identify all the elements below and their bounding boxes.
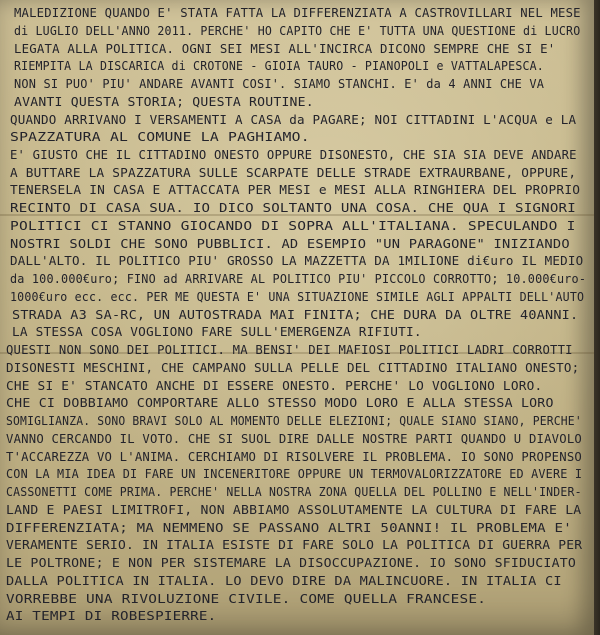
letter-line: VORREBBE UNA RIVOLUZIONE CIVILE. COME QUELLA FRANCESE. [6,590,487,606]
letter-line: T'ACCAREZZA VO L'ANIMA. CERCHIAMO DI RISOLVERE IL PROBLEMA. IO SONO PROPENSO [6,448,583,464]
letter-line: NOSTRI SOLDI CHE SONO PUBBLICI. AD ESEMPIO "UN PARAGONE" INIZIANDO [10,235,570,251]
letter-line: E' GIUSTO CHE IL CITTADINO ONESTO OPPURE DISONESTO, CHE SIA SIA DEVE ANDARE [10,146,577,162]
letter-line: SPAZZATURA AL COMUNE LA PAGHIAMO. [10,129,310,145]
letter-line: AI TEMPI DI ROBESPIERRE. [6,608,217,624]
letter-line: AVANTI QUESTA STORIA; QUESTA ROUTINE. [14,93,314,109]
letter-line: POLITICI CI STANNO GIOCANDO DI SOPRA ALL'ITALIANA. SPECULANDO I [10,217,576,233]
letter-line: da 100.000€uro; FINO ad ARRIVARE AL POLITICO PIU' PICCOLO CORROTTO; 10.000€uro- [10,271,587,287]
letter-line: VERAMENTE SERIO. IN ITALIA ESISTE DI FARE SOLO LA POLITICA DI GUERRA PER [6,537,583,553]
letter-line: CHE SI E' STANCATO ANCHE DI ESSERE ONESTO. PERCHE' LO VOGLIONO LORO. [6,377,543,393]
letter-line: QUESTI NON SONO DEI POLITICI. MA BENSI' DEI MAFIOSI POLITICI LADRI CORROTTI [6,342,573,358]
letter-line: LEGATA ALLA POLITICA. OGNI SEI MESI ALL'INCIRCA DICONO SEMPRE CHE SI E' [14,40,556,56]
letter-line: DIFFERENZIATA; MA NEMMENO SE PASSANO ALTRI 50ANNI! IL PROBLEMA E' [6,519,572,535]
letter-line: DALL'ALTO. IL POLITICO PIU' GROSSO LA MAZZETTA DA 1MILIONE di€uro IL MEDIO [10,253,584,269]
letter-line: RIEMPITA LA DISCARICA di CROTONE - GIOIA TAURO - PIANOPOLI e VATTALAPESCA. [14,58,544,74]
letter-line: LAND E PAESI LIMITROFI, NON ABBIAMO ASSOLUTAMENTE LA CULTURA DI FARE LA [6,501,582,517]
letter-line: CHE CI DOBBIAMO COMPORTARE ALLO STESSO MODO LORO E ALLA STESSA LORO [6,395,554,411]
letter-line: RECINTO DI CASA SUA. IO DICO SOLTANTO UNA COSA. CHE QUA I SIGNORI [10,200,576,216]
letter-line: CON LA MIA IDEA DI FARE UN INCENERITORE OPPURE UN TERMOVALORIZZATORE ED AVERE I [6,466,583,482]
letter-line: NON SI PUO' PIU' ANDARE AVANTI COSI'. SIAMO STANCHI. E' da 4 ANNI CHE VA [14,76,545,91]
letter-line: di LUGLIO DELL'ANNO 2011. PERCHE' HO CAPITO CHE E' TUTTA UNA QUESTIONE di LUCRO [14,22,581,38]
dark-background-edge [594,0,600,635]
letter-line: STRADA A3 SA-RC, UN AUTOSTRADA MAI FINITA; CHE DURA DA OLTRE 40ANNI. [12,306,579,322]
letter-line: QUANDO ARRIVANO I VERSAMENTI A CASA da PAGARE; NOI CITTADINI L'ACQUA e LA [10,111,577,127]
letter-line: LA STESSA COSA VOGLIONO FARE SULL'EMERGENZA RIFIUTI. [12,324,422,340]
letter-line: SOMIGLIANZA. SONO BRAVI SOLO AL MOMENTO DELLE ELEZIONI; QUALE SIANO SIANO, PERCHE' [6,413,582,429]
letter-line: LE POLTRONE; E NON PER SISTEMARE LA DISOCCUPAZIONE. IO SONO SFIDUCIATO [6,555,576,570]
letter-line: CASSONETTI COME PRIMA. PERCHE' NELLA NOSTRA ZONA QUELLA DEL POLLINO E NELL'INDER- [6,484,582,500]
letter-line: DISONESTI MESCHINI, CHE CAMPANO SULLA PELLE DEL CITTADINO ITALIANO ONESTO; [6,359,580,375]
letter-line: 1000€uro ecc. ecc. PER ME QUESTA E' UNA SITUAZIONE SIMILE AGLI APPALTI DELL'AUTO [10,288,585,304]
letter-line: MALEDIZIONE QUANDO E' STATA FATTA LA DIFFERENZIATA A CASTROVILLARI NEL MESE [14,5,581,20]
letter-line: TENERSELA IN CASA E ATTACCATA PER MESI e MESI ALLA RINGHIERA DEL PROPRIO [10,182,581,198]
letter-line: A BUTTARE LA SPAZZATURA SULLE SCARPATE DELLE STRADE EXTRAURBANE, OPPURE, [10,164,577,180]
letter-line: DALLA POLITICA IN ITALIA. LO DEVO DIRE DA MALINCUORE. IN ITALIA CI [6,572,562,588]
letter-line: VANNO CERCANDO IL VOTO. CHE SI SUOL DIRE DALLE NOSTRE PARTI QUANDO U DIAVOLO [6,430,583,446]
